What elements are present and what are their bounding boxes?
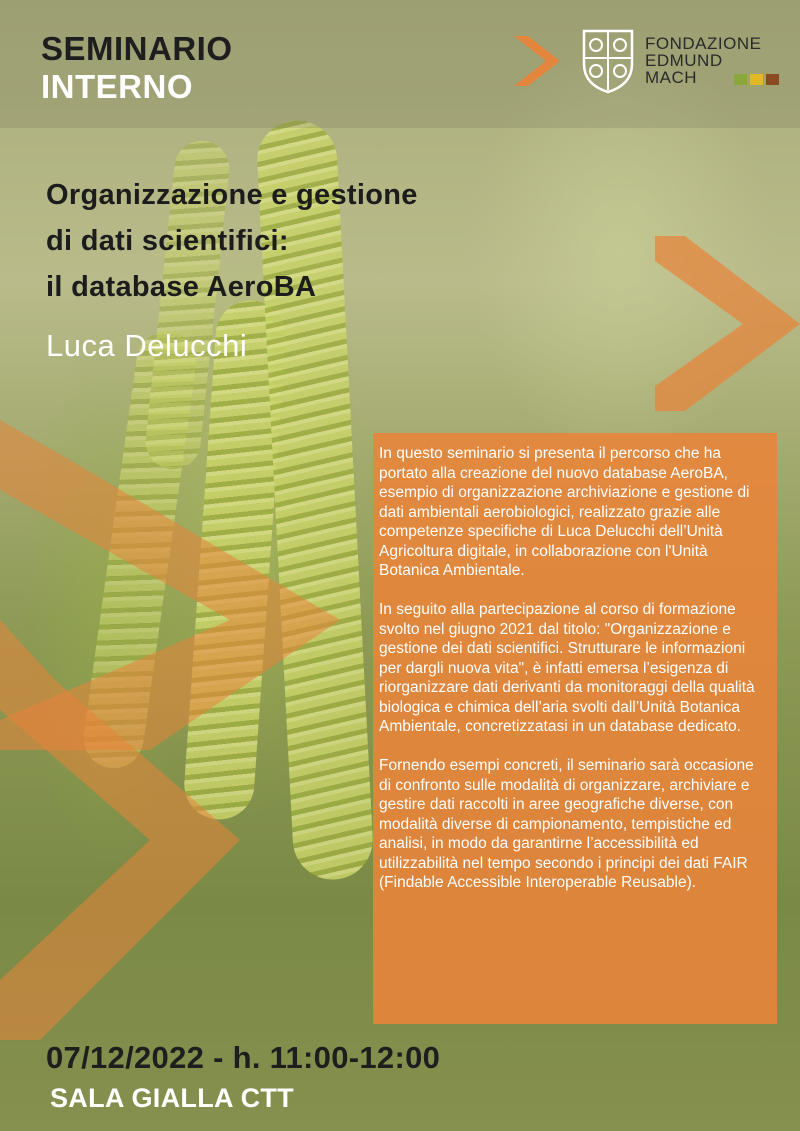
- event-datetime: 07/12/2022 - h. 11:00-12:00: [46, 1040, 441, 1075]
- internal-label: INTERNO: [41, 68, 193, 105]
- description-paragraph-3: Fornendo esempi concreti, il seminario sarà occasione di confronto sulle modalità di organizzare, archiviare e gestire dati raccolti in aree geografiche diverse, con modalità diverse di campionamento, tempistiche ed analisi, in modo da garantirne l’accessibilità ed utilizzabilità nel tempo secondo i principi dei dati FAIR (Findable Accessible Interoperable Reusable).: [379, 757, 754, 891]
- seminar-label: SEMINARIO: [41, 30, 233, 67]
- logo-line-2: EDMUND: [645, 51, 723, 70]
- chevron-small-icon: [512, 36, 562, 86]
- description-paragraph-2: In seguito alla partecipazione al corso di formazione svolto nel giugno 2021 dal titolo: "Organizzazione e gestione dei dati scientifici. Strutturare le informazioni per dargli nuova vita", è infatti emersa l’esigenza di riorganizzare dati derivanti da monitoraggi della qualità biologica e chimica dell’aria svolti dall’Unità Botanica Ambientale, concretizzatasi in un database dedicato.: [379, 601, 755, 735]
- description-box: [373, 433, 777, 1024]
- seminar-title: [46, 172, 418, 310]
- chevron-large-right-icon: [655, 236, 800, 411]
- logo-line-3: MACH: [645, 68, 698, 87]
- title-line-2: di dati scientifici:: [46, 225, 289, 257]
- logo-green-square: [734, 74, 747, 85]
- event-venue: SALA GIALLA CTT: [50, 1083, 294, 1113]
- title-line-1: Organizzazione e gestione: [46, 179, 418, 211]
- title-line-3: il database AeroBA: [46, 271, 317, 303]
- logo-yellow-square: [750, 74, 763, 85]
- speaker-name: Luca Delucchi: [46, 328, 248, 363]
- fem-shield-logo-icon: [581, 28, 635, 94]
- description-paragraph-1: In questo seminario si presenta il percorso che ha portato alla creazione del nuovo database AeroBA, esempio di organizzazione archiviazione e gestione di dati ambientali aerobiologici, realizzato grazie alle competenze specifiche di Luca Delucchi dell’Unità Agricoltura digitale, in collaborazione con l'Unità Botanica Ambientale.: [379, 445, 750, 579]
- logo-line-1: FONDAZIONE: [645, 34, 762, 53]
- chevron-large-lower-icon: [0, 620, 250, 1040]
- logo-brown-square: [766, 74, 779, 85]
